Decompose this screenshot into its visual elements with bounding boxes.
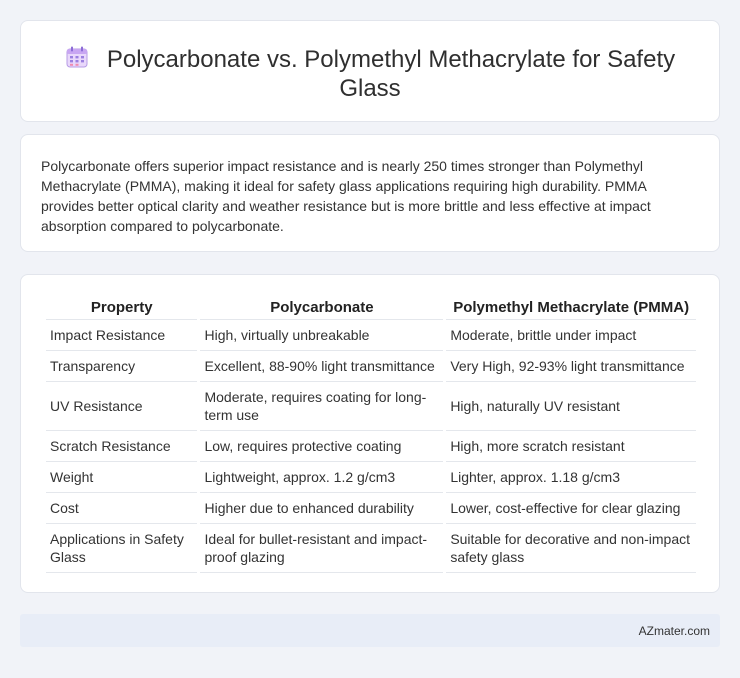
polycarbonate-cell: Low, requires protective coating: [200, 430, 443, 461]
table-row: [46, 461, 696, 492]
table-header-row: [46, 295, 696, 319]
pmma-cell: Lower, cost-effective for clear glazing: [446, 492, 696, 523]
column-header-polycarbonate: Polycarbonate: [270, 298, 374, 316]
comparison-table: [43, 295, 699, 573]
column-header-property: Property: [90, 298, 153, 316]
table-row: [46, 523, 696, 573]
property-cell: Cost: [46, 492, 197, 523]
polycarbonate-cell: Lightweight, approx. 1.2 g/cm3: [200, 461, 443, 492]
page-title: Polycarbonate vs. Polymethyl Methacrylate for Safety Glass: [106, 46, 676, 102]
table-row: [46, 350, 696, 381]
property-cell: Scratch Resistance: [46, 430, 197, 461]
property-cell: Applications in Safety Glass: [46, 523, 197, 573]
pmma-cell: High, naturally UV resistant: [446, 381, 696, 430]
page-title-wrap: [61, 45, 679, 103]
table-row: [46, 319, 696, 350]
calendar-icon: [65, 45, 89, 69]
polycarbonate-cell: Ideal for bullet-resistant and impact-proof glazing: [200, 523, 443, 573]
pmma-cell: Very High, 92-93% light transmittance: [446, 350, 696, 381]
pmma-cell: High, more scratch resistant: [446, 430, 696, 461]
comparison-card: [20, 274, 720, 593]
column-header-pmma: Polymethyl Methacrylate (PMMA): [453, 298, 690, 316]
polycarbonate-cell: High, virtually unbreakable: [200, 319, 443, 350]
property-cell: Impact Resistance: [46, 319, 197, 350]
pmma-cell: Lighter, approx. 1.18 g/cm3: [446, 461, 696, 492]
intro-paragraph: Polycarbonate offers superior impact resistance and is nearly 250 times stronger than Polymethyl Methacrylate (PMMA), making it ideal for safety glass applications requiring high durability. PMMA provides better optical clarity and weather resistance but is more brittle and less effective at impact absorption compared to polycarbonate.: [41, 158, 651, 234]
pmma-cell: Moderate, brittle under impact: [446, 319, 696, 350]
polycarbonate-cell: Higher due to enhanced durability: [200, 492, 443, 523]
property-cell: Transparency: [46, 350, 197, 381]
polycarbonate-cell: Excellent, 88-90% light transmittance: [200, 350, 443, 381]
title-card: [20, 20, 720, 122]
footer-source-link[interactable]: AZmater.com: [638, 624, 710, 638]
property-cell: UV Resistance: [46, 381, 197, 430]
pmma-cell: Suitable for decorative and non-impact safety glass: [446, 523, 696, 573]
polycarbonate-cell: Moderate, requires coating for long-term use: [200, 381, 443, 430]
table-row: [46, 430, 696, 461]
intro-card: [20, 134, 720, 252]
table-row: [46, 381, 696, 430]
footer-bar: [20, 614, 720, 647]
table-row: [46, 492, 696, 523]
property-cell: Weight: [46, 461, 197, 492]
